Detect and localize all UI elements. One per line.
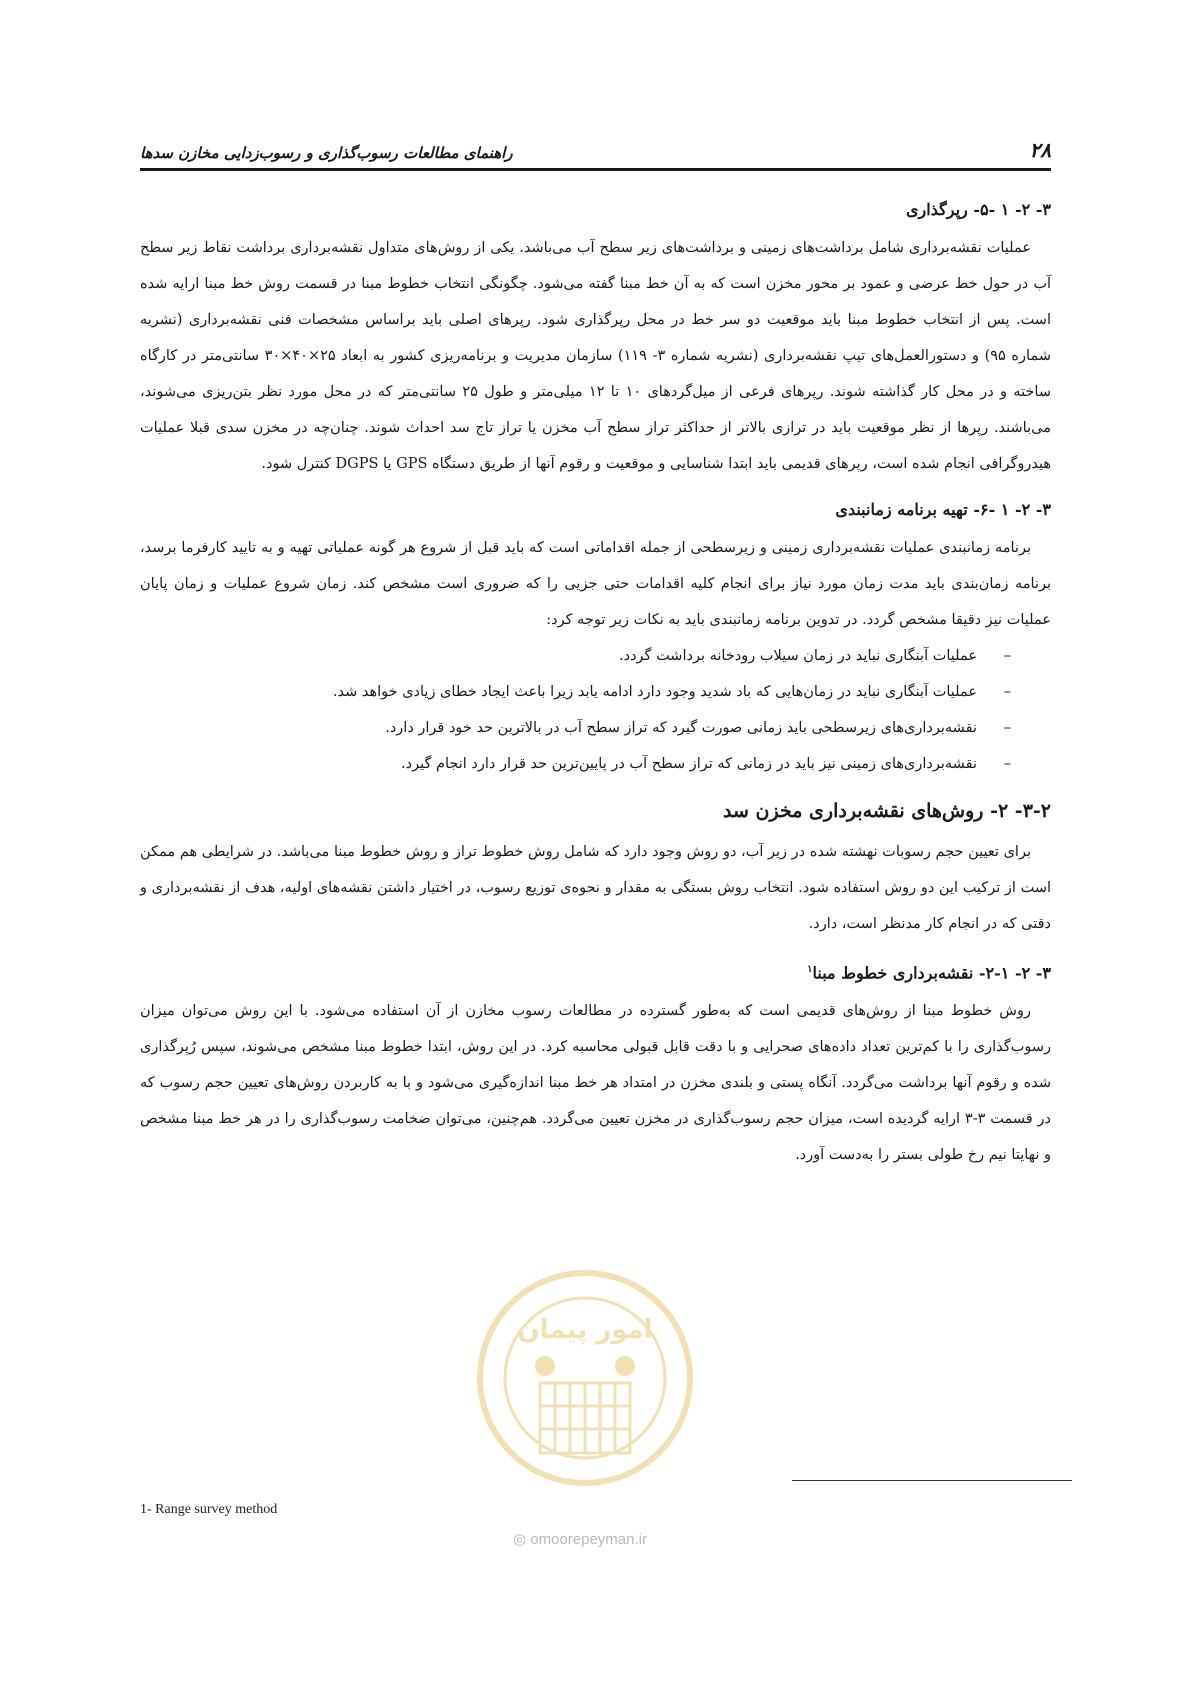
section-heading-benchmarking: ۳- ۲- ۱ -۵- رپرگذاری: [906, 200, 1051, 219]
running-header: [140, 128, 1051, 171]
globe-icon: ◎: [513, 1531, 527, 1548]
paragraph-range-lines: روش خطوط مبنا از روش‌های قدیمی است که به‌طور گسترده در مطالعات رسوب مخازن از آن استفاده می‌شود. با این روش می‌توان میزان رسوب‌گذاری را با کم‌ترین تعداد داده‌های صحرایی و با دقت قابل قبولی محاسبه کرد. در این روش، ابتدا خطوط مبنا مشخص می‌شوند، سپس رُپرگذاری شده و رقوم آنها برداشت می‌گردد. آنگاه پستی و بلندی مخزن در امتداد هر خط مبنا اندازه‌گیری می‌شود و با به کاربردن روش‌های تعیین حجم رسوب که در قسمت ۳-۳ ارایه گردیده است، میزان حجم رسوب‌گذاری در مخزن تعیین می‌گردد. هم‌چنین، می‌توان ضخامت رسوب‌گذاری را در هر خط مبنا مشخص و نهایتا نیم رخ طولی بستر را به‌دست آورد.: [140, 1003, 1051, 1164]
footnote-reference: ۱: [807, 964, 813, 975]
watermark-site: ◎ omoorepeyman.ir: [513, 1531, 647, 1548]
main-content: [140, 186, 1051, 1173]
running-title: راهنمای مطالعات رسوب‌گذاری و رسوب‌زدایی مخازن سدها: [140, 144, 513, 162]
paragraph-survey-methods: برای تعیین حجم رسوبات نهشته شده در زیر آب، دو روش وجود دارد که شامل روش خطوط تراز و روش خطوط مبنا می‌باشد. در شرایطی هم ممکن است از ترکیب این دو روش استفاده شود. انتخاب روش بستگی به مقدار و نحوه‌ی توزیع رسوب، در اختیار داشتن نقشه‌های اولیه، هدف از نقشه‌برداری و دقتی که در انجام کار مدنظر است، دارد.: [140, 844, 1051, 932]
bullet-dash: –: [1003, 684, 1011, 700]
section-heading-survey-methods: ۳-۲- ۲- روش‌های نقشه‌برداری مخزن سد: [723, 800, 1051, 822]
section-heading-schedule: ۳- ۲- ۱ -۶- تهیه برنامه زمانبندی: [835, 500, 1051, 519]
watermark-logo-icon: [455, 1258, 715, 1508]
bullet-dash: –: [1003, 720, 1011, 736]
footnote-text: 1- Range survey method: [140, 1502, 278, 1517]
paragraph-benchmarking: عملیات نقشه‌برداری شامل برداشت‌های زمینی و برداشت‌های زیر سطح آب می‌باشد. یکی از روش‌های متداول نقشه‌برداری برداشت نقاط زیر سطح آب در حول خط عرضی و عمود بر محور مخزن است که به آن خط مبنا گفته می‌شود. چگونگی انتخاب خطوط مبنا در قسمت روش خط مبنا ارایه شده است. پس از انتخاب خطوط مبنا باید موقعیت دو سر خط در محل رپرگذاری شود. رپرهای اصلی باید براساس مشخصات فنی نقشه‌برداری (نشریه شماره ۹۵) و دستورالعمل‌های تیپ نقشه‌برداری (نشریه شماره ۳- ۱۱۹) سازمان مدیریت و برنامه‌ریزی کشور به ابعاد ۲۵×۴۰×۳۰ سانتی‌متر در کارگاه ساخته و در محل کار گذاشته شوند. رپرهای فرعی از میل‌گردهای ۱۰ تا ۱۲ میلی‌متر و طول ۲۵ سانتی‌متر که در محل مورد نظر بتن‌ریزی می‌شوند، می‌باشند. رپرها از نظر موقعیت باید در ترازی بالاتر از حداکثر تراز سطح آب مخزن یا تراز تاج سد احداث شوند. چنان‌چه در مخزن سدی قبلا عملیات هیدروگرافی انجام شده است، رپرهای قدیمی باید ابتدا شناسایی و موقعیت و رقوم آنها از طریق دستگاه GPS یا DGPS کنترل شود.: [140, 240, 1051, 472]
page-number: ۲۸: [1029, 138, 1051, 162]
bullet-dash: –: [1003, 756, 1011, 772]
watermark-logo-text: امور پیمان: [517, 1315, 653, 1345]
schedule-bullet-list: [140, 638, 1051, 782]
list-item: –عملیات آبنگاری نباید در زمان‌هایی که باد شدید وجود دارد ادامه یابد زیرا باعث ایجاد خطای زیادی خواهد شد.: [140, 674, 1011, 710]
footnote-divider: [792, 1480, 1072, 1481]
section-heading-range-lines: ۳- ۲- ۲-۱- نقشه‌برداری خطوط مبنا$^۱$: [807, 963, 1051, 983]
list-item: –نقشه‌برداری‌های زمینی نیز باید در زمانی که تراز سطح آب در پایین‌ترین حد قرار دارد انجام گیرد.: [140, 746, 1011, 782]
bullet-dash: –: [1003, 648, 1011, 664]
list-item: –نقشه‌برداری‌های زیرسطحی باید زمانی صورت گیرد که تراز سطح آب در بالاترین حد خود قرار دارد.: [140, 710, 1011, 746]
paragraph-schedule: برنامه زمانبندی عملیات نقشه‌برداری زمینی و زیرسطحی از جمله اقداماتی است که باید قبل از شروع هر گونه عملیاتی تهیه و به تایید کارفرما برسد، برنامه زمان‌بندی باید مدت زمان مورد نیاز برای انجام کلیه اقدامات حتی جزیی را که ضروری است مشخص کند. زمان شروع عملیات و زمان پایان عملیات نیز دقیقا مشخص گردد. در تدوین برنامه زمانبندی باید به نکات زیر توجه کرد:: [140, 540, 1051, 628]
list-item: –عملیات آبنگاری نباید در زمان سیلاب رودخانه برداشت گردد.: [140, 638, 1011, 674]
